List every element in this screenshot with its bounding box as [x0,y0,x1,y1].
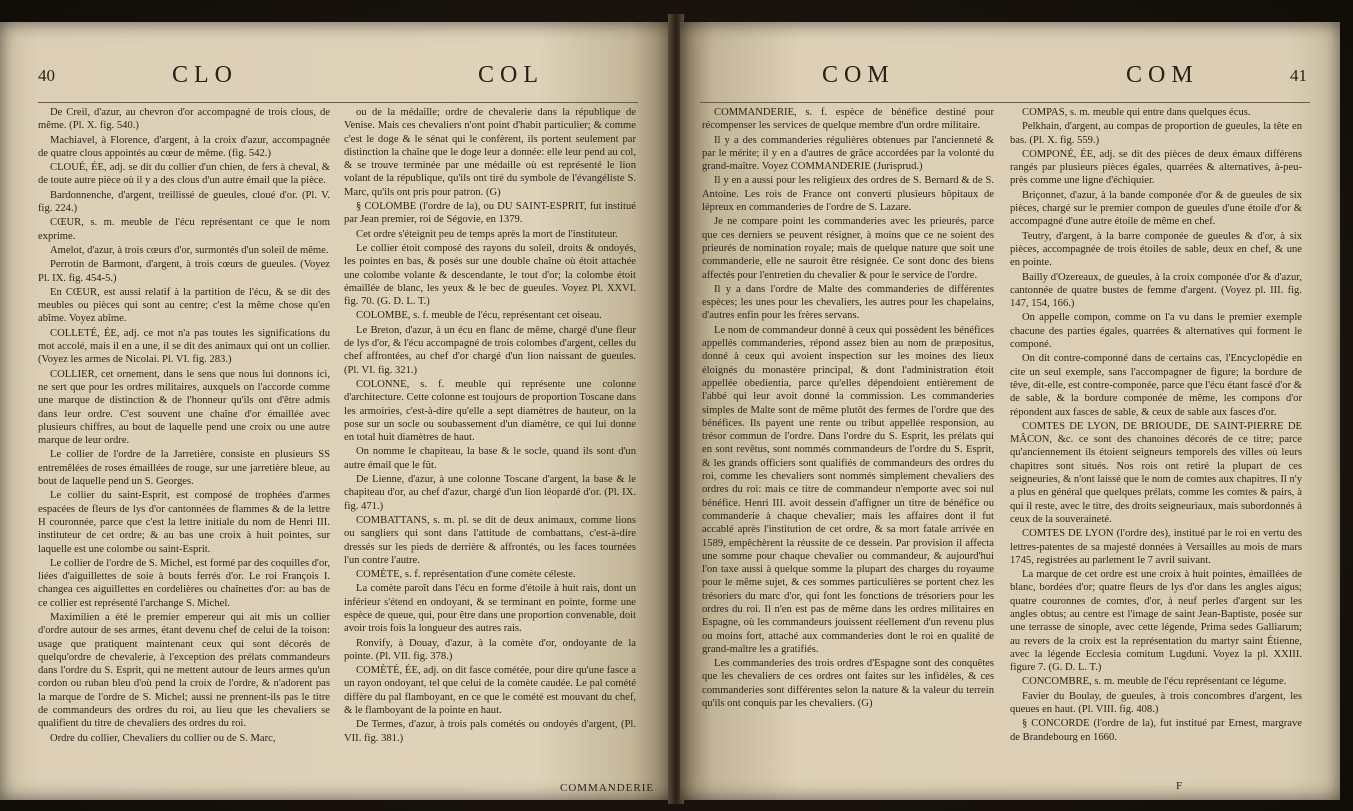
paragraph: CLOUÉ, ÉE, adj. se dit du collier d'un chien, de fers à cheval, & de toute autre pièce où il y a des clous d'un autre émail que la pièce. [38,162,330,187]
guide-word-col: COL [478,62,544,88]
paragraph: Maximilien a été le premier empereur qui ait mis un collier d'ordre autour de ses armes, étant devenu chef de celui de la toison: usage que pratiquent maintenant ceux qui sont décorés de quelqu'ordre de chevalerie, à l'exception des prélats commandeurs dans l'ordre du S. Esprit, qui ne mettent autour de leurs armes qu'un cordon ou ruban bleu d'où pend la croix de l'ordre, & n'adorent pas la marque de l'ordre de S. Michel; aussi ne prennent-ils pas le titre de commandeurs des ordres du roi, au lieu que les chevaliers se qualifient du titre de chevaliers des ordres du roi. [38,611,330,730]
paragraph: Pelkhain, d'argent, au compas de proportion de gueules, la tête en bas. (Pl. X. fig. 559.) [1010,121,1302,146]
paragraph: COMÈTE, s. f. représentation d'une comète céleste. [356,569,576,581]
paragraph: Machiavel, à Florence, d'argent, à la croix d'azur, accompagnée de quatre clous appointés au cœur de même. (fig. 542.) [38,134,330,159]
paragraph: La comète paroît dans l'écu en forme d'étoile à huit rais, dont un inférieur s'étend en ondoyant, & se terminant en pointe, forme une espèce de queue, qui, pour être dans une proportion convenable, doit avoir trois fois la longueur des autres rais. [344,583,636,635]
column-right-1 [702,106,994,796]
paragraph: De Creil, d'azur, au chevron d'or accompagné de trois clous, de même. (Pl. X. fig. 540.) [38,107,330,132]
guide-word-com-1: COM [822,62,895,88]
column-left-2 [344,106,636,796]
paragraph: Perrotin de Barmont, d'argent, à trois cœurs de gueules. (Voyez Pl. IX. fig. 454-5.) [38,259,330,284]
paragraph: Favier du Boulay, de gueules, à trois concombres d'argent, les queues en haut. (Pl. VIII. fig. 408.) [1010,690,1302,716]
page-number-left: 40 [38,66,55,85]
paragraph: Bardonnenche, d'argent, treillissé de gueules, cloué d'or. (Pl. V. fig. 224.) [38,189,330,215]
header-rule [700,102,1310,103]
paragraph: COLLETÉ, ÉE, adj. ce mot n'a pas toutes les significations du mot accolé, mais il en a une, il se dit des animaux qui ont un collier. (Voyez les armes de Nicolai. Pl. VI. fig. 283.) [38,327,330,366]
paragraph: § COLOMBE (l'ordre de la), ou DU SAINT-ESPRIT, fut institué par Jean premier, roi de Ségovie, en 1379. [344,201,636,226]
paragraph: Le nom de commandeur donné à ceux qui possèdent les bénéfices appellés commanderies, répond assez bien au nom de præpositus, donné à ceux qui avoient inspection sur les moines des lieux éloignés du monastère principal, & dont l'administration étoit appellée obedientia, parce qu'elles dépendoient entièrement de l'abbé qui leur avoit donné la commission. Les commanderies simples de Malte sont de même plutôt des fermes de l'ordre que des bénéfices. Ils payent une rente ou tribut appellée responsion, au trésor commun de l'ordre. Dans l'ordre du S. Esprit, les prélats qui en sont revêtus, sont nommés commandeurs de l'ordre du S. Esprit, & les grands officiers sont qualifiés de commandeurs des ordres du roi, comme les chevaliers sont nommés simplement chevaliers des ordres du roi: mais ce titre de commandeur n'emporte avec soi nul bénéfice. Henri III. avoit dessein d'affigner un titre de bénéfice ou commanderie à chaque chevalier; mais les affaires dont il fut accablé après l'institution de cet ordre, & sa mort fatale arrivée en 1589, empêchèrent la réussite de ce dessein. Par provision il affecta une somme pour chaque chevalier ou commandeur, & aujourd'hui l'on taxe aussi à quelque somme la plupart des charges du royaume pour le même sujet, & ces sommes particulières se portent chez les trésoriers du marc d'or, qui font les fonctions de trésoriers pour les ordres du roi. Il n'en est pas de même dans les ordres militaires en Espagne, où les commandeurs jouissent réellement d'un revenu plus ou moins fort, attaché aux commanderies dont le roi en qualité de grand-maître les a gratifiés. [702,324,994,655]
signature-mark: F [1176,780,1183,792]
paragraph: Il y a des commanderies régulières obtenues par l'ancienneté & par le mérite; il y en a d'autres de grâce accordées par la volonté du grand-maître. Voyez COMMANDERIE (Jurisprud.) [702,134,994,173]
paragraph: Cet ordre s'éteignit peu de temps après la mort de l'instituteur. [356,228,618,240]
left-page [0,22,672,800]
paragraph: Le collier du saint-Esprit, est composé de trophées d'armes espacées de fleurs de lys d'or cantonnées de flammes & de la lettre H couronnée, parce que c'est la lettre initiale du nom de Henri III. instituteur de cet ordre; & au bas une croix à huit pointes, sur laquelle est une colombe ou saint-Esprit. [38,490,330,555]
paragraph: Le collier de l'ordre de la Jarretière, consiste en plusieurs SS entremêlées de roses émaillées de rouge, sur une jarretière bleue, au bout de laquelle pend un S. Georges. [38,449,330,488]
paragraph: On nomme le chapiteau, la base & le socle, quand ils sont d'un autre émail que le fût. [344,446,636,471]
paragraph: COMMANDERIE, s. f. espèce de bénéfice destiné pour récompenser les services de quelque membre d'un ordre militaire. [702,107,994,132]
paragraph: COLOMBE, s. f. meuble de l'écu, représentant cet oiseau. [356,310,602,322]
paragraph: CŒUR, s. m. meuble de l'écu représentant ce que le nom exprime. [38,217,330,242]
paragraph: De Lienne, d'azur, à une colonne Toscane d'argent, la base & le chapiteau d'or, au chef d'azur, chargé d'un lion léopardé d'or. (Pl. IX. fig. 471.) [344,474,636,512]
paragraph: Il y en a aussi pour les religieux des ordres de S. Bernard & de S. Antoine. Les rois de France ont converti plusieurs hôpitaux de lépreux en commanderies de l'ordre de S. Lazare. [702,175,994,214]
guide-word-com-2: COM [1126,62,1199,88]
paragraph: COLLIER, cet ornement, dans le sens que nous lui donnons ici, ne sert que pour les ordres militaires, auxquels on l'accorde comme une marque de distinction & de l'honneur qu'ils ont d'être admis dans leur ordre. C'est souvent une chaîne d'or émaillée avec plusieurs chiffres, au bout de laquelle pend une croix ou une autre marque de leur ordre. [38,368,330,447]
paragraph: COMÈTÉ, ÉE, adj. on dit fasce cométée, pour dire qu'une fasce a un rayon ondoyant, tel que celui de la comète caudée. Le pal comété diffère du pal flamboyant, en ce que le comété est mouvant du chef, & le flamboyant de la pointe en haut. [344,665,636,717]
paragraph: Bailly d'Ozereaux, de gueules, à la croix componée d'or & d'azur, cantonnée de quatre bustes de femme d'argent. (Voyez pl. III. fig. 147, 154, 166.) [1010,271,1302,310]
paragraph: COLONNE, s. f. meuble qui représente une colonne d'architecture. Cette colonne est toujours de proportion Toscane dans les armoiries, c'est-à-dire qu'elle a sept diamètres de hauteur, on la pose sur un socle ou soubassement d'un diamètre, ce qui lui donne en total huit diamètres de haut. [344,378,636,444]
paragraph: COMPAS, s. m. meuble qui entre dans quelques écus. [1022,107,1251,118]
paragraph: ou de la médaille; ordre de chevalerie dans la république de Venise. Mais ces chevaliers n'ont point d'habit particulier; & comme c'est le doge & le sénat qui le confèrent, ils portent seulement par distinction la chaîne que le doge leur a donnée: elle leur pend au col, & se trouve terminée par une médaille où est représenté le lion volant de la république, qu'ils ont tiré du symbole de l'évangéliste S. Marc, qu'ils ont pris pour patron. (G) [344,107,636,198]
paragraph: COMBATTANS, s. m. pl. se dit de deux animaux, comme lions ou sangliers qui sont dans l'attitude de combattans, c'est-à-dire dressés sur les pieds de derrière & affrontés, ou les faces tournées l'un contre l'autre. [344,514,636,566]
paragraph: Ronvify, à Douay, d'azur, à la comète d'or, ondoyante de la pointe. (Pl. VII. fig. 378.) [344,637,636,662]
paragraph: COMTES DE LYON (l'ordre des), institué par le roi en vertu des lettres-patentes de sa majesté données à Versailles au mois de mars 1745, registrées au parlement le 7 avril suivant. [1010,528,1302,566]
paragraph: On dit contre-componné dans de certains cas, l'Encyclopédie en cite un seul exemple, sans l'accompagner de figure; la bordure de têve, dit-elle, est contre-componée, parce que l'écu étant fascé d'or & de sable, & la bordure componée de même, les compons d'or répondent aux fasces de sable, & ceux de sable aux fasces d'or. [1010,353,1302,418]
column-right-2 [1010,106,1302,796]
paragraph: Il y a dans l'ordre de Malte des commanderies de différentes espèces; les unes pour les chevaliers, les autres pour les chapelains, d'autres enfin pour les frères servans. [702,283,994,322]
paragraph: COMPONÉ, ÉE, adj. se dit des pièces de deux émaux différens rangés par plusieurs pièces égales, quarrées & alternatives, à-peu-près comme une ligne d'échiquier. [1010,148,1302,187]
paragraph: La marque de cet ordre est une croix à huit pointes, émaillées de blanc, bordées d'or; quatre fleurs de lys d'or dans les angles aigus; quatre couronnes de comtes, d'or, à neuf perles d'argent sur les angles obtus; au centre est l'image de saint Jean-Baptiste, posée sur une terrasse de sinople, avec cette légende, Prima sedes Galliarum; au revers de la croix est la représentation du martyr saint Étienne, avec la légende Ecclesia comitum Lugduni. Voyez la pl. XXIII. figure 7. (G. D. L. T.) [1010,569,1302,674]
paragraph: § CONCORDE (l'ordre de la), fut institué par Ernest, margrave de Brandebourg en 1660. [1010,718,1302,743]
page-number-right: 41 [1290,66,1307,85]
paragraph: Le Breton, d'azur, à un écu en flanc de même, chargé d'une fleur de lys d'or, & l'écu accompagné de trois colombes d'argent, celles du chef affrontées, au chef d'or chargé d'un lion naissant de gueules. (Pl. VI. fig. 321.) [344,324,636,376]
paragraph: Teutry, d'argent, à la barre componée de gueules & d'or, à six pièces, accompagnée de trois étoiles de sable, deux en chef, & une en pointe. [1010,230,1302,269]
right-page [680,22,1340,800]
paragraph: Je ne compare point les commanderies avec les prieurés, parce que ces derniers se peuvent résigner, à moins que ce ne soient des prieurés de nomination royale; mais de quelque nature que soit une commanderie, elle ne sauroit être résignée. Ce sont donc des biens affectés pour l'entretien du chevalier & pour le service de l'ordre. [702,216,994,281]
header-rule [38,102,638,103]
catchword: COMMANDERIE [560,782,655,794]
paragraph: COMTES DE LYON, DE BRIOUDE, DE SAINT-PIERRE DE MÂCON, &c. ce sont des chanoines décorés de ce titre; parce qu'anciennement ils étoient seigneurs temporels des villes où leurs chapitres sont situés. Nos rois ont retiré la plupart de ces seigneuries, & n'ont laissé que le nom de comtes aux chapitres. Il n'y a plus en général que quelques prélats, comme les comtes & pairs, à qui il reste, avec le titre, des droits seigneuriaux, mais subordonnés à ceux de la souveraineté. [1010,420,1302,525]
paragraph: Le collier de l'ordre de S. Michel, est formé par des coquilles d'or, liées d'aiguillettes de soie à bouts ferrés d'or. Le roi François I. changea ces aiguillettes en cordelières ou chaînettes d'or: au bas de ce collier est représenté l'archange S. Michel. [38,557,330,609]
paragraph: Amelot, d'azur, à trois cœurs d'or, surmontés d'un soleil de même. [50,244,329,256]
paragraph: Briçonnet, d'azur, à la bande componée d'or & de gueules de six pièces, chargé sur le premier compon de gueules d'une étoile d'or & accompagné d'une autre étoile de même en chef. [1010,189,1302,228]
paragraph: Ordre du collier, Chevaliers du collier ou de S. Marc, [50,732,276,744]
column-left-1 [38,106,330,796]
paragraph: CONCOMBRE, s. m. meuble de l'écu représentant ce légume. [1022,676,1287,688]
paragraph: En CŒUR, est aussi relatif à la partition de l'écu, & se dit des meubles ou pièces qui sont au centre; c'est la même chose qu'en abîme. Voyez abîme. [38,286,330,325]
paragraph: On appelle compon, comme on l'a vu dans le premier exemple chacune des parties égales, quarrées & alternatives qui forment le componé. [1010,312,1302,351]
paragraph: Les commanderies des trois ordres d'Espagne sont des conquêtes que les chevaliers de ces ordres ont faites sur les infidèles, & ces commanderies sont différentes selon la nature & la valeur du terrein qu'ils ont conquis par les chevaliers. (G) [702,658,994,710]
paragraph: Le collier étoit composé des rayons du soleil, droits & ondoyés, les pointes en bas, & posés sur une double chaîne où étoit attachée une colombe volante & descendante, le tout d'or; la colombe étoit émaillée de blanc, les yeux & le bec de gueules. Voyez Pl. XXVI. fig. 70. (G. D. L. T.) [344,242,636,308]
guide-word-clo: CLO [172,62,238,88]
paragraph: De Termes, d'azur, à trois pals cométés ou ondoyés d'argent, (Pl. VII. fig. 381.) [344,719,636,744]
